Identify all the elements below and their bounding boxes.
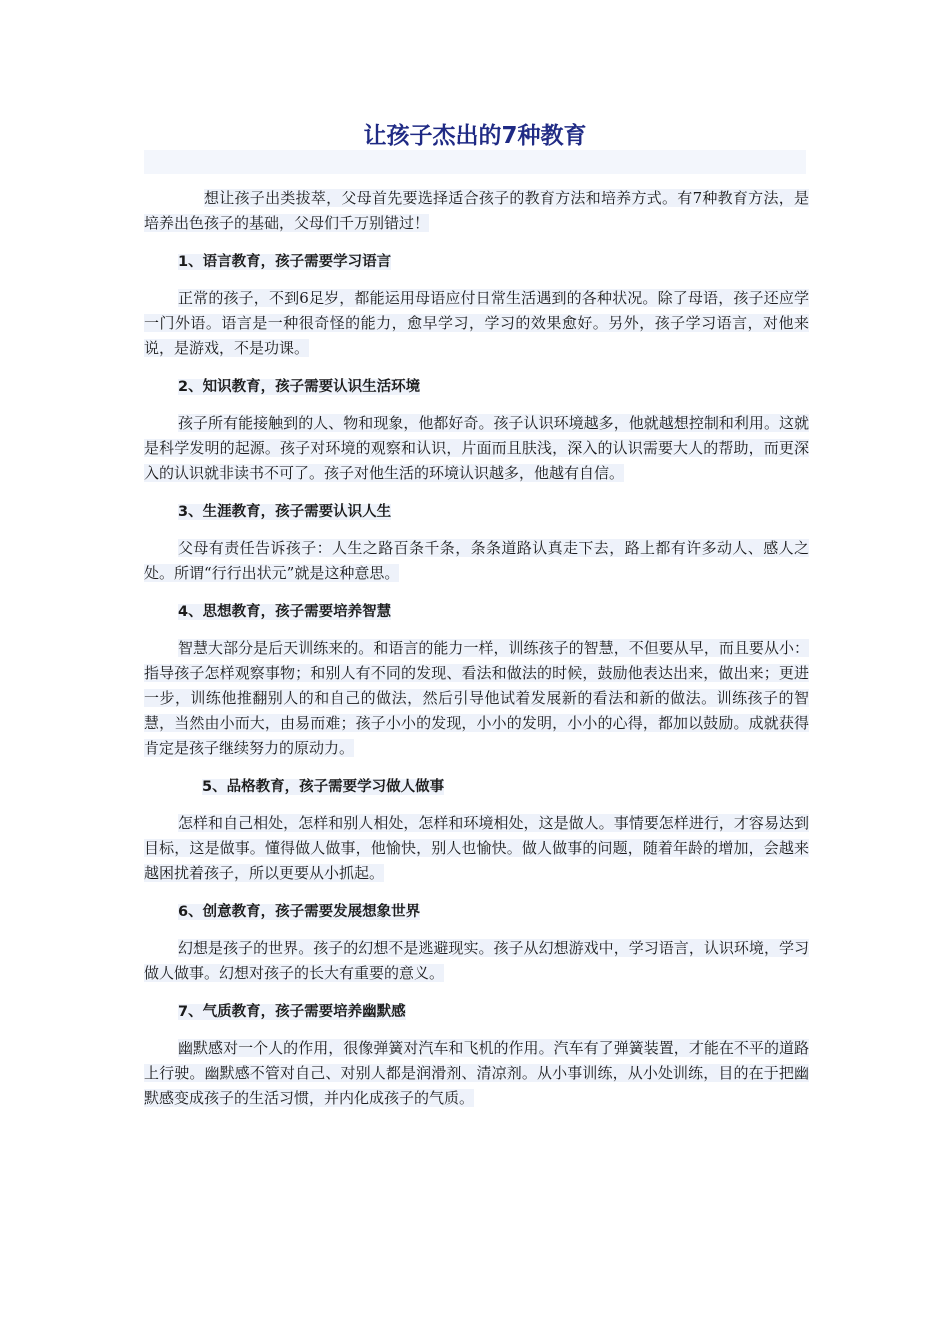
section-1	[144, 250, 809, 361]
document-body	[144, 186, 809, 1125]
section-paragraph: 智慧大部分是后天训练来的。和语言的能力一样，训练孩子的智慧，不但要从早，而且要从小：指导孩子怎样观察事物；和别人有不同的发现、看法和做法的时候，鼓励他表达出来，做出来；更进一步，训练他推翻别人的和自己的做法，然后引导他试着发展新的看法和新的做法。训练孩子的智慧，当然由小而大，由易而难；孩子小小的发现，小小的发明，小小的心得，都加以鼓励。成就获得肯定是孩子继续努力的原动力。	[144, 639, 809, 757]
intro-paragraph: 想让孩子出类拔萃，父母首先要选择适合孩子的教育方法和培养方式。有7种教育方法，是培养出色孩子的基础，父母们千万别错过！	[144, 189, 809, 232]
section-heading: 6、创意教育，孩子需要发展想象世界	[178, 904, 421, 920]
section-paragraph: 父母有责任告诉孩子：人生之路百条千条，条条道路认真走下去，路上都有许多动人、感人之处。所谓“行行出状元”就是这种意思。	[144, 539, 809, 582]
section-5	[144, 775, 809, 886]
section-heading: 5、品格教育，孩子需要学习做人做事	[202, 779, 445, 795]
section-4	[144, 600, 809, 761]
section-2	[144, 375, 809, 486]
section-7	[144, 1000, 809, 1111]
section-paragraph: 幽默感对一个人的作用，很像弹簧对汽车和飞机的作用。汽车有了弹簧装置，才能在不平的道路上行驶。幽默感不管对自己、对别人都是润滑剂、清凉剂。从小事训练，从小处训练，目的在于把幽默感变成孩子的生活习惯，并内化成孩子的气质。	[144, 1039, 809, 1107]
section-heading: 4、思想教育，孩子需要培养智慧	[178, 604, 392, 620]
page-title: 让孩子杰出的7种教育	[363, 123, 587, 149]
section-6	[144, 900, 809, 986]
title-underline-band	[144, 150, 806, 174]
section-heading: 2、知识教育，孩子需要认识生活环境	[178, 379, 421, 395]
section-paragraph: 孩子所有能接触到的人、物和现象，他都好奇。孩子认识环境越多，他就越想控制和利用。这就是科学发明的起源。孩子对环境的观察和认识，片面而且肤浅，深入的认识需要大人的帮助，而更深入的认识就非读书不可了。孩子对他生活的环境认识越多，他越有自信。	[144, 414, 809, 482]
section-paragraph: 正常的孩子，不到6足岁，都能运用母语应付日常生活遇到的各种状况。除了母语，孩子还应学一门外语。语言是一种很奇怪的能力，愈早学习，学习的效果愈好。另外，孩子学习语言，对他来说，是游戏，不是功课。	[144, 289, 809, 357]
section-heading: 1、语言教育，孩子需要学习语言	[178, 254, 392, 270]
section-3	[144, 500, 809, 586]
section-heading: 3、生涯教育，孩子需要认识人生	[178, 504, 392, 520]
section-paragraph: 怎样和自己相处，怎样和别人相处，怎样和环境相处，这是做人。事情要怎样进行，才容易达到目标，这是做事。懂得做人做事，他愉快，别人也愉快。做人做事的问题，随着年龄的增加，会越来越困扰着孩子，所以更要从小抓起。	[144, 814, 809, 882]
section-heading: 7、气质教育，孩子需要培养幽默感	[178, 1004, 406, 1020]
section-paragraph: 幻想是孩子的世界。孩子的幻想不是逃避现实。孩子从幻想游戏中，学习语言，认识环境，学习做人做事。幻想对孩子的长大有重要的意义。	[144, 939, 809, 982]
